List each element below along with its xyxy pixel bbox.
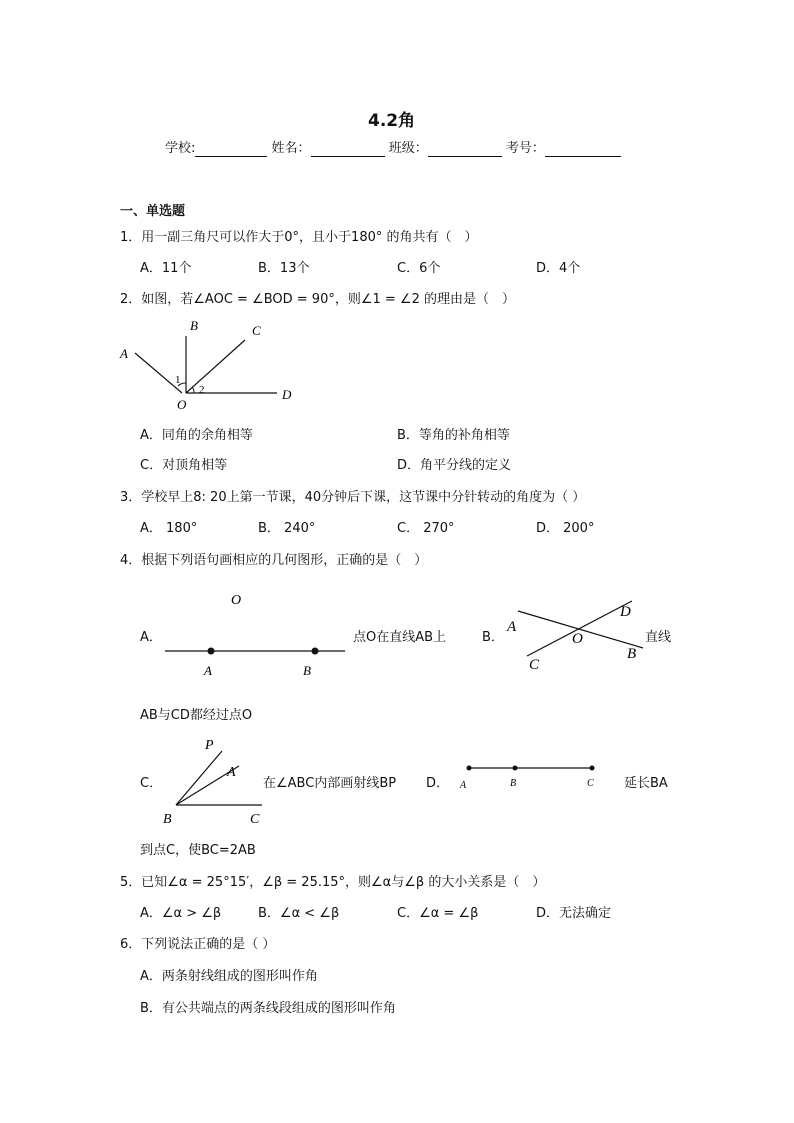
- question-5-option-c[interactable]: C．∠α = ∠β: [397, 906, 479, 921]
- question-3-stem: 3．学校早上8: 20上第一节课，40分钟后下课，这节课中分针转动的角度为（ ）: [120, 490, 586, 505]
- label-d: D: [620, 604, 631, 620]
- question-4-option-b-letter[interactable]: B．: [482, 630, 504, 645]
- name-label: 姓名：: [271, 141, 311, 156]
- question-3-option-d[interactable]: D． 200°: [536, 521, 595, 536]
- question-2-option-c[interactable]: C．对顶角相等: [140, 458, 228, 473]
- question-1-option-b[interactable]: B．13个: [258, 261, 310, 276]
- label-a: A: [120, 346, 128, 361]
- question-2-option-d[interactable]: D．角平分线的定义: [397, 458, 512, 473]
- question-6-option-a[interactable]: A．两条射线组成的图形叫作角: [140, 969, 318, 984]
- question-5-option-b[interactable]: B．∠α < ∠β: [258, 906, 340, 921]
- question-1-option-a[interactable]: A．11个: [140, 261, 192, 276]
- question-4-option-a-text: 点O在直线AB上: [353, 630, 447, 645]
- label-c: C: [250, 812, 260, 827]
- label-o: O: [572, 631, 583, 647]
- question-4-option-d-text: 延长BA: [624, 776, 668, 791]
- question-2-option-b[interactable]: B．等角的补角相等: [397, 428, 510, 443]
- question-4-option-b-continuation: AB与CD都经过点O: [140, 708, 253, 723]
- point-c: [590, 766, 595, 771]
- point-b: [513, 766, 518, 771]
- label-angle-2: 2: [199, 384, 205, 396]
- question-4-stem: 4．根据下列语句画相应的几何图形，正确的是（ ）: [120, 553, 428, 568]
- label-b: B: [303, 663, 311, 678]
- label-c: C: [252, 323, 261, 338]
- label-o: O: [177, 397, 187, 412]
- label-o: O: [231, 593, 242, 608]
- question-2-option-a[interactable]: A．同角的余角相等: [140, 428, 253, 443]
- question-4-option-c-text: 在∠ABC内部画射线BP: [263, 776, 397, 791]
- question-3-option-b[interactable]: B． 240°: [258, 521, 316, 536]
- label-angle-1: 1: [175, 374, 181, 386]
- question-4-option-c-letter[interactable]: C．: [140, 776, 163, 791]
- label-a: A: [204, 663, 212, 678]
- question-3-option-a[interactable]: A． 180°: [140, 521, 198, 536]
- question-1-option-c[interactable]: C．6个: [397, 261, 441, 276]
- label-p: P: [205, 738, 214, 753]
- label-a: A: [460, 780, 467, 791]
- question-4-option-a-letter[interactable]: A．: [140, 630, 162, 645]
- question-6-option-b[interactable]: B．有公共端点的两条线段组成的图形叫作角: [140, 1001, 396, 1016]
- question-5-option-d[interactable]: D．无法确定: [536, 906, 612, 921]
- label-a: A: [227, 765, 236, 780]
- point-a: [467, 766, 472, 771]
- question-2-stem: 2．如图，若∠AOC = ∠BOD = 90°，则∠1 = ∠2 的理由是（ ）: [120, 292, 515, 307]
- label-c: C: [587, 778, 594, 789]
- question-4-option-d-continuation: 到点C，使BC=2AB: [140, 843, 256, 858]
- label-b: B: [190, 318, 198, 333]
- school-label: 学校:: [165, 141, 196, 156]
- label-b: B: [163, 812, 172, 827]
- label-c: C: [529, 657, 540, 673]
- question-1-stem: 1．用一副三角尺可以作大于0°，且小于180° 的角共有（ ）: [120, 230, 478, 245]
- question-1-option-d[interactable]: D．4个: [536, 261, 581, 276]
- question-3-option-c[interactable]: C． 270°: [397, 521, 455, 536]
- id-label: 考号：: [505, 141, 545, 156]
- section-heading: 一、单选题: [120, 204, 186, 219]
- question-4-option-d-letter[interactable]: D．: [426, 776, 450, 791]
- page-title: 4.2角: [368, 111, 416, 131]
- label-d: D: [282, 387, 292, 402]
- label-b: B: [627, 646, 637, 662]
- question-5-stem: 5．已知∠α = 25°15′，∠β = 25.15°，则∠α与∠β 的大小关系是（ ）: [120, 875, 546, 890]
- question-5-option-a[interactable]: A．∠α > ∠β: [140, 906, 222, 921]
- question-4-option-b-text: 直线: [645, 630, 672, 645]
- question-6-stem: 6．下列说法正确的是（ ）: [120, 937, 276, 952]
- class-label: 班级：: [388, 141, 428, 156]
- label-b: B: [510, 778, 517, 789]
- label-a: A: [507, 619, 517, 635]
